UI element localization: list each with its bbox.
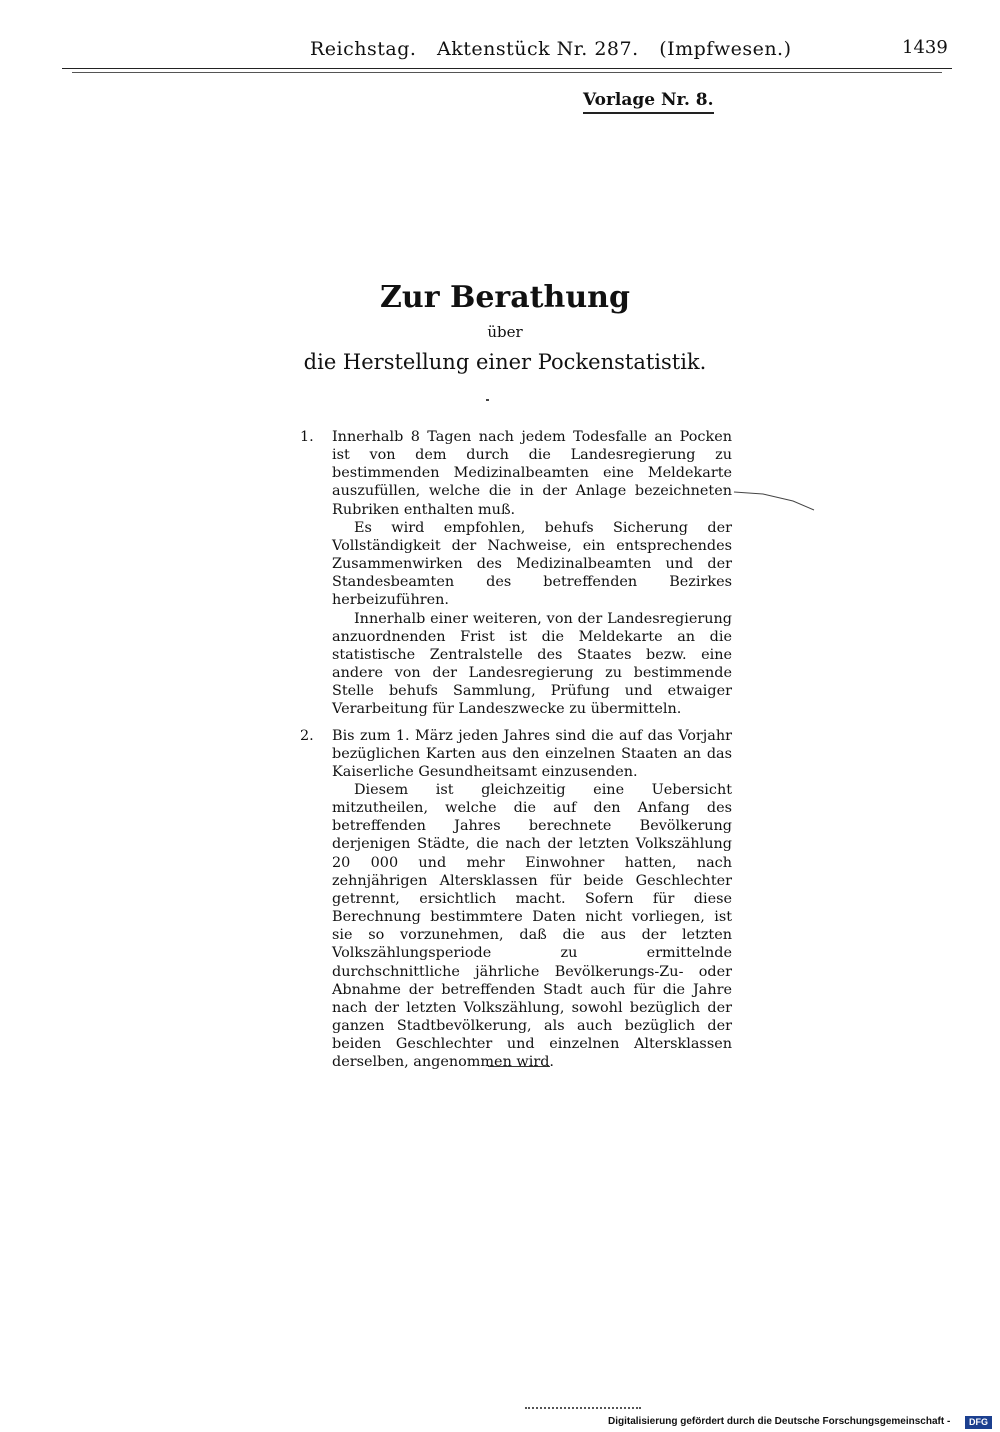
- title-connector: über: [487, 323, 523, 341]
- digitization-credit: Digitalisierung gefördert durch die Deutsche Forschungsgemeinschaft -: [608, 1416, 951, 1427]
- vorlage-label: Vorlage Nr. 8.: [583, 90, 714, 114]
- page-title: Zur Berathung: [380, 280, 630, 315]
- header-rule: [62, 68, 952, 69]
- list-item: [300, 727, 732, 1072]
- header-rule-secondary: [72, 72, 942, 73]
- item-paragraph: Innerhalb 8 Tagen nach jedem Todesfalle an Pocken ist von dem durch die Landesregierung zu bestimmenden Medizinalbeamten eine Meldekarte auszufüllen, welche die in der Anlage bezeichneten Rubriken enthalten muß.: [332, 429, 732, 518]
- page-number: 1439: [902, 37, 948, 58]
- item-paragraph: Diesem ist gleichzeitig eine Uebersicht mitzutheilen, welche die auf den Anfang des betreffenden Jahres berechnete Bevölkerung derjenigen Städte, die nach der letzten Volkszählung 20 000 und mehr Einwohner hatten, nach zehnjährigen Altersklassen für beide Geschlechter getrennt, ersichtlich macht. Sofern für diese Berechnung bestimmtere Daten nicht vorliegen, ist sie so vorzunehmen, daß die aus der letzten Volkszählungsperiode zu ermittelnde durchschnittliche jährliche Bevölkerungs-Zu- oder Abnahme der betreffenden Stadt auch für die Jahre nach der letzten Volkszählung, sowohl bezüglich der ganzen Stadtbevölkerung, als auch bezüglich der beiden Geschlechter und einzelnen Altersklassen derselben, angenommen wird.: [332, 781, 732, 1071]
- item-paragraph: Es wird empfohlen, behufs Sicherung der Vollständigkeit der Nachweise, ein entsprechendes Zusammenwirken des Medizinalbeamten und der Standesbeamten des betreffenden Bezirkes herbeizuführen.: [332, 519, 732, 609]
- header-topic: (Impfwesen.): [659, 38, 792, 60]
- running-header: [310, 38, 806, 60]
- closing-rule: [488, 1066, 550, 1067]
- page-subtitle: die Herstellung einer Pockenstatistik.: [303, 350, 707, 374]
- header-aktenstueck: Aktenstück Nr. 287.: [436, 38, 639, 60]
- bottom-fragment-rule: [525, 1407, 641, 1409]
- item-number: 1.: [300, 429, 314, 445]
- dfg-logo: DFG: [965, 1416, 992, 1429]
- item-paragraph: Bis zum 1. März jeden Jahres sind die auf das Vorjahr bezüglichen Karten aus den einzelnen Staaten an das Kaiserliche Gesundheitsamt einzusenden.: [332, 727, 732, 780]
- header-reichstag: Reichstag.: [310, 38, 417, 60]
- item-paragraph: Innerhalb einer weiteren, von der Landesregierung anzuordnenden Frist ist die Meldekarte an die statistische Zentralstelle des Staates bezw. eine andere von der Landesregierung zu bestimmende Stelle behufs Sammlung, Prüfung und etwaiger Verarbeitung für Landeszwecke zu übermitteln.: [332, 610, 732, 718]
- divider-dot: [486, 399, 489, 401]
- margin-pencil-mark: [733, 489, 815, 511]
- list-item: [300, 428, 732, 719]
- document-body: [300, 428, 732, 1071]
- item-number: 2.: [300, 727, 314, 744]
